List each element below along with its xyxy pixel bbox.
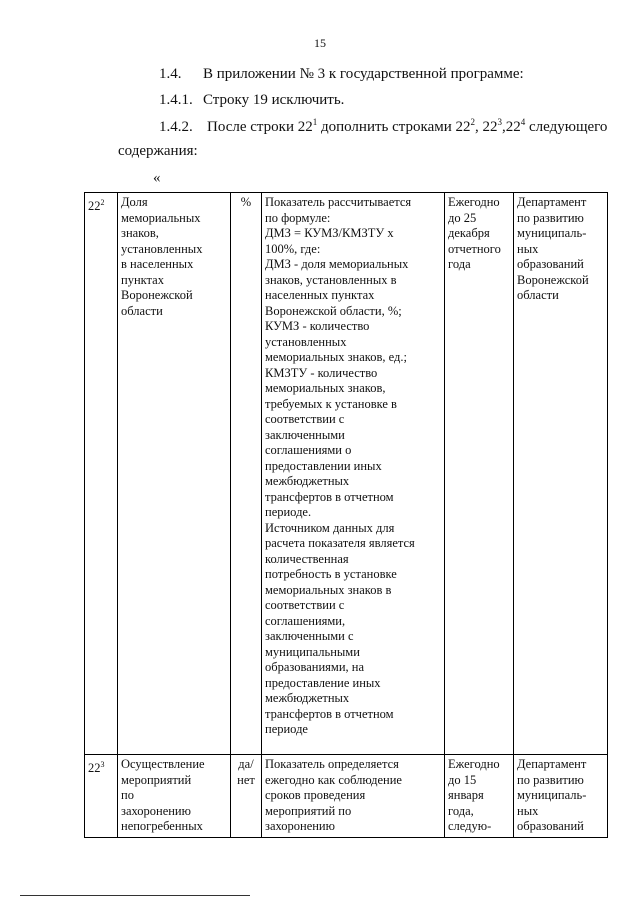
paragraph-number: 1.4.2.: [159, 119, 193, 135]
row-number: 22: [88, 199, 101, 213]
table-row: [85, 193, 608, 755]
cell-text-line: ДМЗ - доля мемориальных: [265, 257, 409, 271]
cell-text-line: Осуществление: [121, 757, 205, 771]
row-number-superscript: 2: [100, 198, 105, 207]
period-cell: [445, 755, 514, 838]
cell-text-line: требуемых к установке в: [265, 396, 397, 411]
cell-text-line: количественная: [265, 551, 349, 566]
row-number-cell: [85, 755, 118, 838]
cell-text-line: Воронежской: [121, 288, 193, 302]
cell-text-line: 100%, где:: [265, 241, 321, 256]
cell-text-line: Департамент: [517, 757, 587, 771]
cell-text-line: мемориальных: [121, 210, 201, 225]
paragraph-number: 1.4.1.: [159, 92, 193, 108]
superscript: 2: [470, 117, 475, 127]
cell-text-line: предоставление иных: [265, 675, 381, 690]
paragraph-text-d: ,22: [502, 119, 521, 135]
cell-text-line: отчетного: [448, 241, 501, 256]
cell-text-line: муниципальными: [265, 644, 360, 659]
indicator-name-cell: [118, 755, 231, 838]
opening-quote: «: [153, 170, 161, 186]
cell-text-line: предоставлении иных: [265, 458, 382, 473]
paragraph-text-c: , 22: [475, 119, 498, 135]
cell-text-line: заключенными: [265, 427, 345, 442]
paragraph-1-4-2: [159, 117, 607, 136]
period-cell: [445, 193, 514, 755]
paragraph-text-b: дополнить строками 22: [317, 119, 471, 135]
cell-text-line: области: [517, 288, 559, 302]
indicators-table: [84, 192, 608, 838]
paragraph-text: В приложении № 3 к государственной программе:: [203, 66, 524, 82]
unit-cell: [231, 755, 262, 838]
cell-text-line: мемориальных знаков, ед.;: [265, 350, 407, 364]
cell-text-line: расчета показателя является: [265, 536, 415, 550]
cell-text-line: до 15: [448, 772, 477, 787]
cell-text-line: КУМЗ - количество: [265, 319, 370, 333]
cell-text-line: ежегодно как соблюдение: [265, 772, 402, 787]
cell-text-line: непогребенных: [121, 819, 203, 833]
cell-text-line: мемориальных знаков,: [265, 381, 386, 395]
row-number-superscript: 3: [100, 760, 105, 769]
cell-text-line: образований: [517, 819, 584, 833]
cell-text-line: установленных: [121, 241, 203, 256]
cell-text-line: ДМЗ = КУМЗ/КМЗТУ х: [265, 226, 394, 240]
paragraph-text-a: После строки 22: [207, 119, 313, 135]
cell-text-line: по развитию: [517, 772, 584, 787]
cell-text-line: Показатель рассчитывается: [265, 195, 412, 209]
cell-text-line: образований: [517, 257, 584, 271]
cell-text-line: года,: [448, 803, 474, 818]
cell-text-line: Воронежской области, %;: [265, 303, 402, 318]
cell-text-line: до 25: [448, 210, 477, 225]
page-number: 15: [314, 36, 326, 50]
responsible-cell: [514, 193, 608, 755]
cell-text-line: потребность в установке: [265, 567, 397, 581]
cell-text-line: мемориальных знаков в: [265, 582, 392, 597]
cell-text-line: мероприятий по: [265, 803, 352, 818]
cell-text-line: образованиями, на: [265, 660, 365, 674]
unit-cell: %: [231, 193, 262, 755]
cell-text-line: Ежегодно: [448, 757, 500, 771]
table-row: [85, 755, 608, 838]
cell-text-line: мероприятий: [121, 772, 192, 787]
responsible-cell: [514, 755, 608, 838]
cell-text-line: сроков проведения: [265, 788, 366, 802]
cell-text-line: трансфертов в отчетном: [265, 489, 394, 504]
cell-text-line: межбюджетных: [265, 474, 350, 488]
paragraph-1-4: [159, 66, 524, 83]
cell-text-line: да/: [238, 757, 254, 771]
cell-text-line: муниципаль-: [517, 226, 587, 240]
cell-text-line: по формуле:: [265, 210, 331, 225]
row-number: 22: [88, 761, 101, 775]
cell-text-line: населенных пунктах: [265, 288, 375, 302]
cell-text-line: Показатель определяется: [265, 757, 399, 771]
cell-text-line: Воронежской: [517, 272, 589, 287]
cell-text-line: года: [448, 257, 471, 271]
cell-text-line: знаков, установленных в: [265, 272, 397, 287]
cell-text-line: захоронению: [265, 819, 335, 833]
cell-text-line: Источником данных для: [265, 520, 395, 535]
cell-text-line: соответствии с: [265, 598, 345, 612]
cell-text-line: по развитию: [517, 210, 584, 225]
superscript: 4: [520, 117, 526, 127]
row-number-cell: [85, 193, 118, 755]
calculation-method-cell: [262, 193, 445, 755]
cell-text-line: декабря: [448, 226, 490, 240]
cell-text-line: соответствии с: [265, 412, 345, 426]
cell-text-line: следую-: [448, 819, 492, 833]
footnote-separator: [20, 895, 250, 896]
cell-text-line: знаков,: [121, 226, 159, 240]
cell-text-line: периоде: [265, 722, 308, 736]
superscript: 3: [497, 117, 502, 127]
cell-text-line: Ежегодно: [448, 195, 500, 209]
superscript: 1: [312, 117, 318, 127]
cell-text-line: соглашениями о: [265, 443, 352, 457]
paragraph-continuation: содержания:: [118, 143, 198, 159]
calculation-method-cell: [262, 755, 445, 838]
cell-text-line: пунктах: [121, 272, 164, 287]
paragraph-text: Строку 19 исключить.: [203, 92, 345, 108]
cell-text-line: области: [121, 303, 163, 318]
paragraph-1-4-1: [159, 92, 344, 109]
cell-text-line: межбюджетных: [265, 691, 350, 705]
cell-text-line: Доля: [121, 195, 148, 209]
cell-text-line: периоде.: [265, 505, 312, 519]
paragraph-number: 1.4.: [159, 66, 182, 82]
cell-text-line: муниципаль-: [517, 788, 587, 802]
indicator-name-cell: [118, 193, 231, 755]
cell-text-line: КМЗТУ - количество: [265, 365, 378, 380]
cell-text-line: соглашениями,: [265, 613, 346, 628]
cell-text-line: ных: [517, 803, 539, 818]
cell-text-line: ных: [517, 241, 539, 256]
cell-text-line: января: [448, 788, 484, 802]
cell-text-line: захоронению: [121, 803, 191, 818]
cell-text-line: Департамент: [517, 195, 587, 209]
paragraph-text-e: следующего: [525, 119, 608, 135]
cell-text-line: в населенных: [121, 257, 194, 271]
cell-text-line: по: [121, 788, 134, 802]
cell-text-line: заключенными с: [265, 629, 354, 643]
cell-text-line: установленных: [265, 334, 347, 349]
cell-text-line: нет: [237, 772, 255, 787]
cell-text-line: трансфертов в отчетном: [265, 706, 394, 721]
